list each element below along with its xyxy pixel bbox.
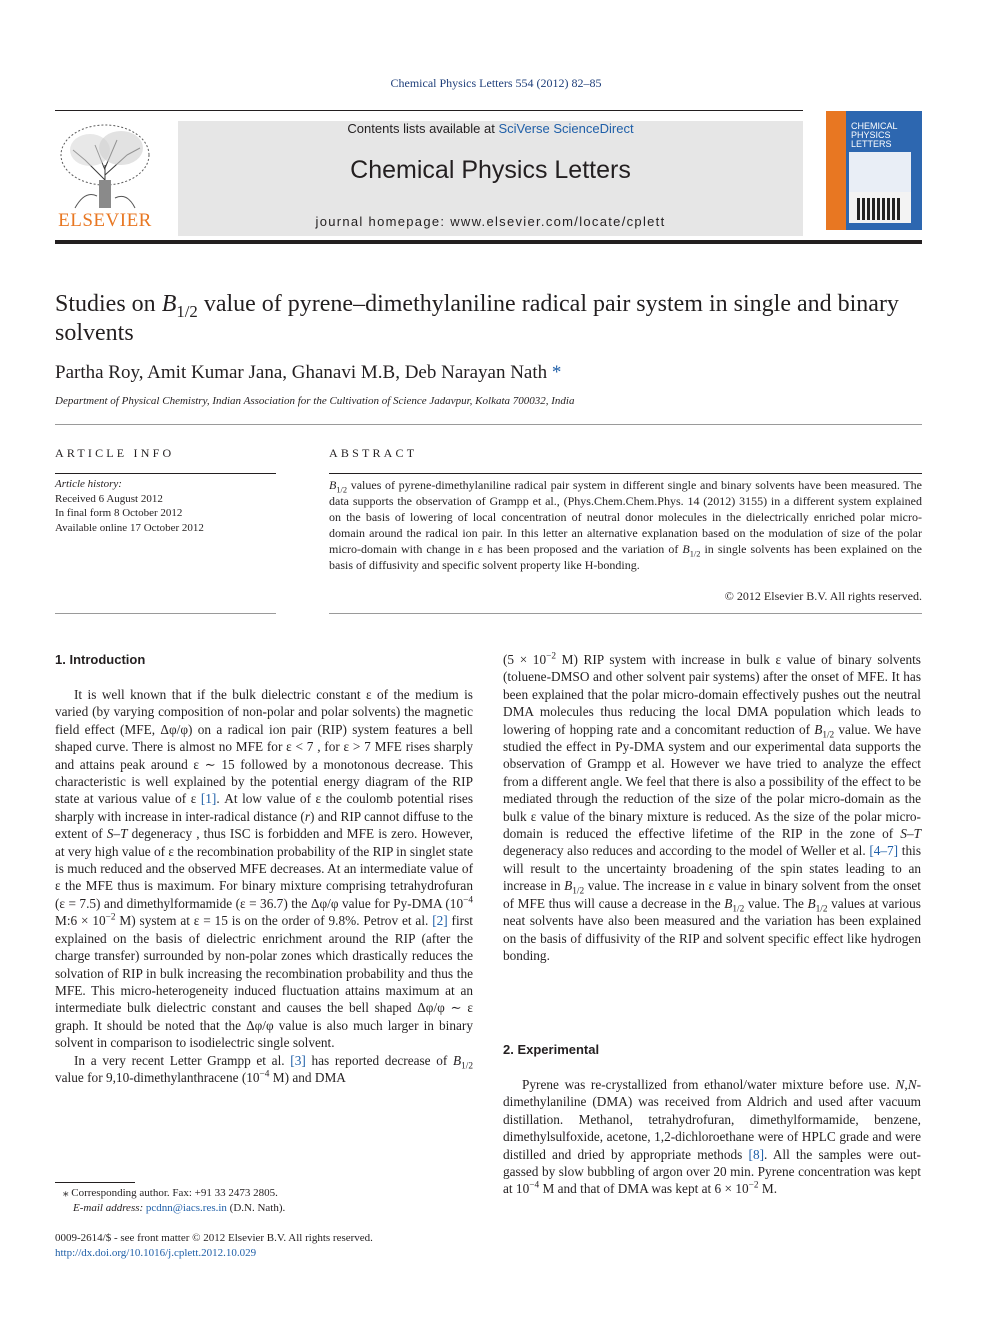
email-line: [63, 1201, 473, 1216]
journal-cover-thumbnail: [826, 111, 922, 230]
abstract-rule: [329, 473, 922, 474]
journal-reference[interactable]: Chemical Physics Letters 554 (2012) 82–85: [390, 76, 602, 90]
section-heading-introduction: 1. Introduction: [55, 652, 146, 667]
affiliation: Department of Physical Chemistry, Indian Association for the Cultivation of Science Jadavpur, Kolkata 700032, India: [55, 395, 575, 407]
abstract-heading: ABSTRACT: [329, 446, 418, 460]
footnote-marker: ⁎: [63, 1187, 69, 1199]
header-top-rule: [55, 110, 803, 111]
contents-prefix: Contents lists available at: [347, 121, 499, 136]
cover-image: [849, 152, 911, 223]
journal-homepage[interactable]: journal homepage: www.elsevier.com/locate/cplett: [315, 214, 666, 229]
article-info-rule: [55, 473, 276, 474]
article-title: Studies on $B_{1/2}$ value of pyrene–dimethylaniline radical pair system in single and binary solvents: [55, 291, 899, 346]
article-info-bottom-rule: [55, 613, 276, 614]
received-date: Received 6 August 2012: [55, 492, 163, 505]
contents-line: [178, 121, 803, 136]
article-history: [55, 477, 276, 535]
footnote-rule: [55, 1182, 135, 1183]
title-divider: [55, 424, 922, 425]
issn-line: 0009-2614/$ - see front matter © 2012 Elsevier B.V. All rights reserved.: [55, 1232, 373, 1244]
footnote: [63, 1186, 473, 1215]
body-column-right-experimental: [503, 1076, 921, 1198]
paragraph: ($5 \times 10^{-2}$ M) RIP system with increase in bulk ε value of binary solvents (toluene-DMSO and other solvent pair systems) after the onset of MFE. It has been explained that the polar micro-domain effectively pushes out the neutral DMA molecules thus reducing the local DMA population which leads to lowering of hopping rate and a concomitant reduction of $B_{1/2}$ value. We have studied the effect in Py-DMA system and our experimental data supports the observation of Grampp et al. However we have tried to analyze the effect from a different angle. We feel that there is also a possibility of the effect to be mediated through the reduction of the size of the polar micro-domain as the bulk ε value of the binary mixture is reduced. As the size of the polar micro-domain is reduced the effective lifetime of the RIP in the zone of S–T degeneracy also reduces and according to the model of Weller et al. [4–7] this will result to the uncertainty broadening of the spin states leading to an increase in $B_{1/2}$ value. The increase in ε value in binary solvent from the onset of MFE thus will cause a decrease in the $B_{1/2}$ value. The $B_{1/2}$ values at various neat solvents have also been measured and the variation has been explained on the basis of diffusivity of the RIP and solvent specific effect like hydrogen bonding.: [503, 651, 922, 963]
paragraph: It is well known that if the bulk dielectric constant ε of the medium is varied (by varying composition of non-polar and polar solvents) the magnetic field effect (MFE, Δφ/φ) on a radical ion pair (RIP) system features a bell shaped curve. There is almost no MFE for ε < 7 , for ε > 7 MFE rises sharply and attains peak around ε ∼ 15 followed by a monotonous decrease. This characteristic is well explained by the potential energy diagram of the RIP state at various value of ε [1]. At low value of ε the coulomb potential rises sharply with increase in inter-radical distance (r) and RIP cannot diffuse to the extent of S–T degeneracy , thus ISC is forbidden and MFE is zero. However, at very high value of ε the recombination probability of the RIP in singlet state is much reduced and the observed MFE decreases. At an intermediate value of ε the MFE thus is maximum. For binary mixture comprising tetrahydrofuran (ε = 7.5) and dimethylformamide (ε = 36.7) the Δφ/φ value for Py-DMA ($10^{-4}$ M:6 × $10^{-2}$ M) system at ε = 15 is on the order of 9.8%. Petrov et al. [2] first explained on the basis of dielectric enrichment around the RIP (after the charge transfer) surrounded by non-polar zones which drastically reduces the solvation of RIP in bulk increasing the recombination probability and thus the MFE. This micro-heterogeneity induced fluctuation attains maximum at an intermediate bulk dielectric constant and causes the bell shaped Δφ/φ ∼ ε graph. It should be noted that the Δφ/φ value is also much larger in binary solvent in comparison to isodielectric single solvent.: [55, 687, 473, 1051]
abstract-text: $B_{1/2}$ values of pyrene-dimethylaniline radical pair system in different single and binary solvents have been measured. The data supports the observation of Grampp et al., (Phys.Chem.Chem.Phys. 14 (2012) 3155) in a different system explained on the basis of lowering of local concentration of neutral donor molecules in the dielectrically enriched polar micro-domain around the radical ion pair. In this letter an alternative explanation based on the modulation of size of the polar micro-domain with change in ε has been proposed and the variation of $B_{1/2}$ in single solvents has been explained on the basis of diffusivity and specific solvent property like H-bonding.: [329, 478, 922, 572]
online-date: Available online 17 October 2012: [55, 521, 204, 534]
journal-title: Chemical Physics Letters: [350, 156, 631, 184]
body-column-left: [55, 686, 473, 1086]
article-info-heading: ARTICLE INFO: [55, 446, 175, 460]
email-label: E-mail address:: [73, 1201, 144, 1214]
sciencedirect-link[interactable]: SciVerse ScienceDirect: [498, 121, 634, 136]
author-list: [55, 362, 935, 384]
abstract-bottom-rule: [329, 613, 922, 614]
email-link[interactable]: pcdnn@iacs.res.in: [145, 1201, 227, 1214]
authors-text: Partha Roy, Amit Kumar Jana, Ghanavi M.B, Deb Narayan Nath: [55, 362, 548, 383]
elsevier-wordmark: ELSEVIER: [58, 210, 152, 231]
final-form-date: In final form 8 October 2012: [55, 507, 183, 519]
front-matter-footer: [55, 1231, 555, 1260]
header-bottom-rule: [55, 240, 922, 244]
abstract-copyright: © 2012 Elsevier B.V. All rights reserved.: [724, 589, 922, 603]
cover-band: [826, 111, 846, 230]
corresponding-author-marker[interactable]: *: [551, 362, 562, 383]
email-suffix: (D.N. Nath).: [229, 1201, 286, 1214]
paragraph: In a very recent Letter Grampp et al. [3] has reported decrease of $B_{1/2}$ value for 9,10-dimethylanthracene ($10^{-4}$ M) and DMA: [55, 1052, 473, 1085]
corresponding-text: Corresponding author. Fax: +91 33 2473 2805.: [71, 1187, 278, 1199]
history-label: Article history:: [55, 478, 122, 490]
cover-title: CHEMICAL PHYSICS LETTERS: [851, 121, 898, 149]
corresponding-author-note: [63, 1186, 473, 1201]
paragraph: Pyrene was re-crystallized from ethanol/water mixture before use. N,N-dimethylaniline (DMA) was received from Aldrich and used after vacuum distillation. Methanol, tetrahydrofuran, dimethylformamide, benzene, dimethylsulfoxide, acetone, 1,2-dichloroethane were of HPLC grade and were distilled and dried by appropriate methods [8]. All the samples were out-gassed by slow bubbling of argon over 20 min. Pyrene concentration was kept at $10^{-4}$ M and that of DMA was kept at $6 \times 10^{-2}$ M.: [503, 1077, 921, 1197]
body-column-right: [503, 651, 921, 964]
section-heading-experimental: 2. Experimental: [503, 1042, 600, 1057]
doi-link[interactable]: http://dx.doi.org/10.1016/j.cplett.2012.10.029: [55, 1246, 257, 1259]
